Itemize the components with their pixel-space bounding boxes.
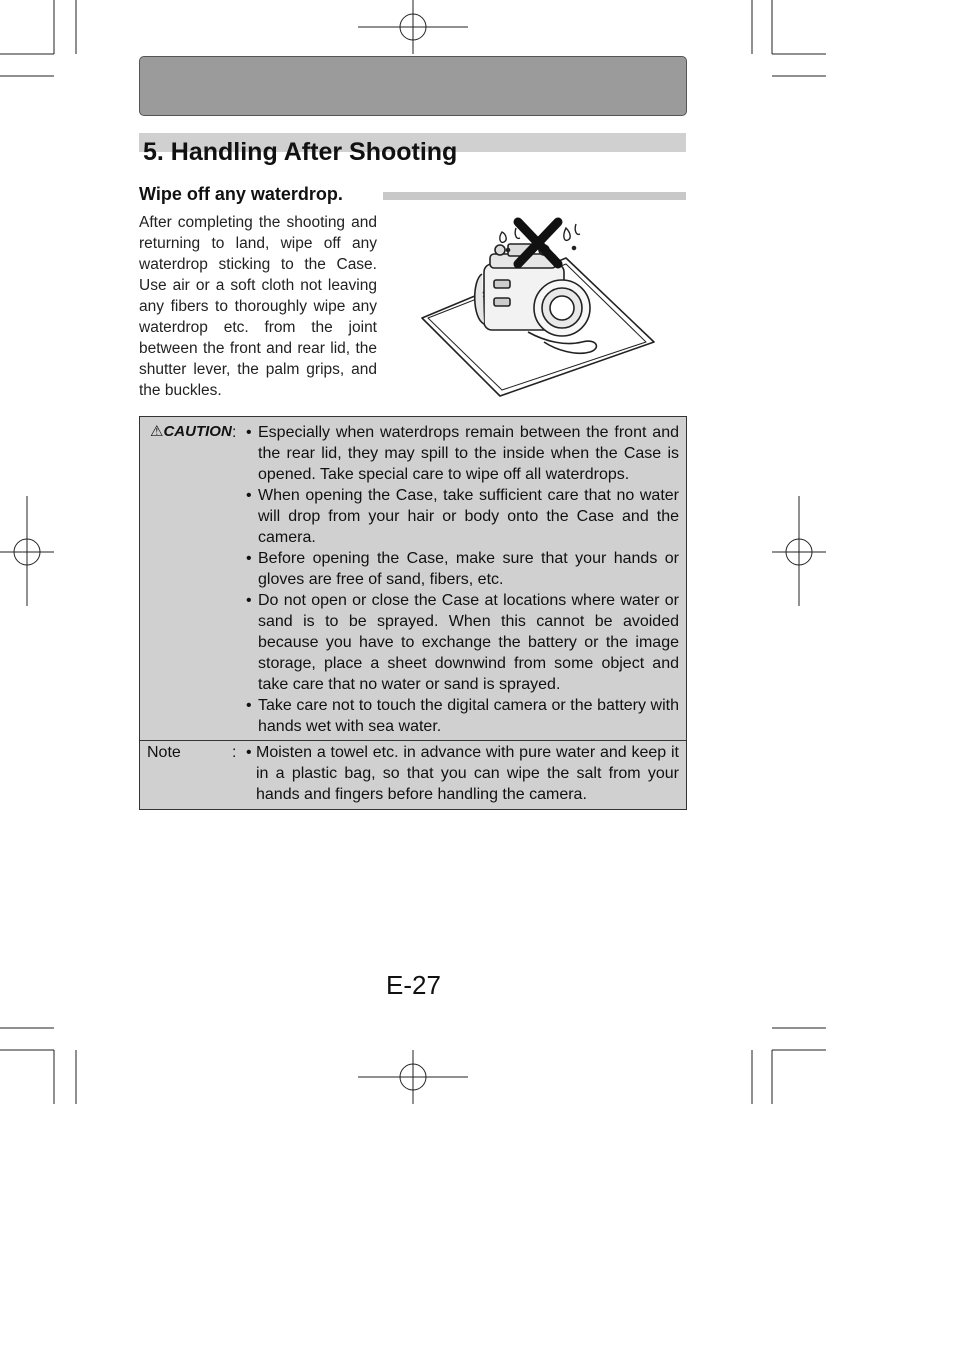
section-title: 5. Handling After Shooting (143, 138, 458, 166)
intro-paragraph: After completing the shooting and returning to land, wipe off any waterdrop sticking to the Case. Use air or a soft cloth not leaving any fibers to thoroughly wipe any waterdrop etc. from the joint between the front and rear lid, the shutter lever, the palm grips, and the buckles. (139, 214, 377, 399)
caution-item: • Do not open or close the Case at locations where water or sand is to be sprayed. When this cannot be avoided because you have to exchange the battery or the image storage, place a sheet downwind from some object and take care that no water or sand is sprayed. (246, 590, 679, 695)
caution-item: • Especially when waterdrops remain between the front and the rear lid, they may spill to the inside when the Case is opened. Take special care to wipe off all waterdrops. (246, 422, 679, 485)
header-band (139, 56, 687, 116)
note-label: Note (147, 744, 181, 761)
page-number: E-27 (386, 970, 441, 1000)
caution-colon: : (232, 424, 237, 441)
caution-item: • Before opening the Case, make sure that your hands or gloves are free of sand, fibers, etc. (246, 548, 679, 590)
caution-item: • When opening the Case, take sufficient care that no water will drop from your hair or body onto the Case and the camera. (246, 485, 679, 548)
caution-note-divider (140, 740, 686, 741)
warning-triangle-icon: ⚠ (150, 423, 164, 440)
caution-list (246, 422, 679, 737)
subtitle-rule (383, 192, 686, 200)
caution-label (150, 421, 232, 443)
caution-word: CAUTION (163, 423, 232, 440)
camera-case-illustration (416, 214, 658, 398)
caution-item: • Take care not to touch the digital camera or the battery with hands wet with sea water. (246, 695, 679, 737)
note-colon: : (232, 744, 237, 761)
subtitle: Wipe off any waterdrop. (139, 184, 343, 204)
note-text: • Moisten a towel etc. in advance with pure water and keep it in a plastic bag, so that you can wipe the salt from your hands and fingers before handling the camera. (244, 742, 679, 805)
